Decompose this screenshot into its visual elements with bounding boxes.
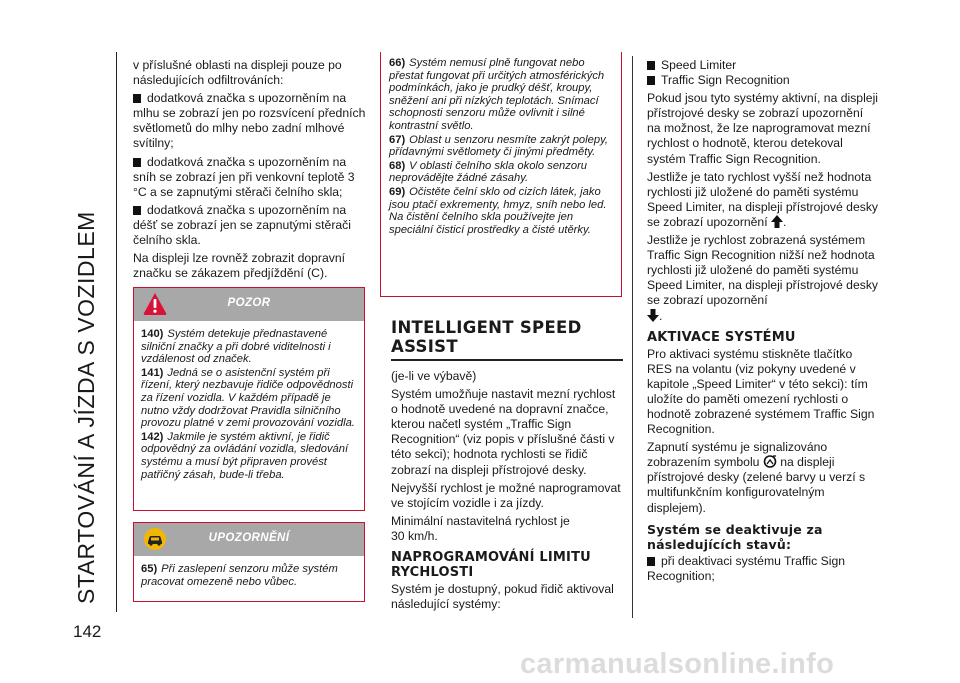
col3-p2: Jestliže je tato rychlost vyšší než hodnota rychlosti již uložené do paměti systému Speed Limiter, na displeji přístrojové desky se zobrazí upozornění . bbox=[647, 169, 879, 229]
list-item: dodatková značka s upozorněním na sníh se zobrazí jen při venkovní teplotě 3 °C a se zapnutými stěrači čelního skla; bbox=[133, 154, 355, 199]
arrow-down-icon bbox=[647, 309, 659, 322]
section-heading-isa: INTELLIGENT SPEED ASSIST bbox=[391, 318, 582, 356]
notes-continuation-box bbox=[380, 52, 622, 297]
bullet-square-icon bbox=[647, 61, 655, 70]
subheading-activation: AKTIVACE SYSTÉMU bbox=[647, 329, 796, 345]
column-divider bbox=[632, 56, 633, 618]
chapter-title-text: STARTOVÁNÍ A JÍZDA S VOZIDLEM bbox=[73, 211, 99, 604]
note-140: 140) Systém detekuje přednastavené silniční značky a při dobré viditelnosti i vzdálenost od značek. bbox=[141, 328, 331, 366]
bullet-square-icon bbox=[133, 206, 141, 215]
list-item: dodatková značka s upozorněním na mlhu se zobrazí jen po rozsvícení předních světlometů do mlhy nebo zadní mlhové svítilny; bbox=[133, 91, 366, 151]
col3-p4: Pro aktivaci systému stiskněte tlačítko RES na volantu (viz pokyny uvedené v kapitole „Speed Limiter“ v této sekci): tím uložíte do paměti omezení rychlosti o hodnotě zobrazené systémem Traffic Sign Recognition. bbox=[647, 346, 875, 437]
bullet-square-icon bbox=[647, 557, 655, 566]
upozorneni-header bbox=[134, 523, 364, 556]
col2-p1: (je-li ve výbavě) bbox=[391, 369, 477, 383]
col3-p5: Zapnutí systému je signalizováno zobrazením symbolu na displeji přístrojové desky (zelené barvy u verzí s multifunkčním konfigurovatelným displejem). bbox=[647, 440, 866, 515]
note-67: 67) Oblast u senzoru nesmíte zakrýt polepy, přídavnými světlomety či jinými předměty. bbox=[389, 133, 608, 159]
subheading-programming: NAPROGRAMOVÁNÍ LIMITU RYCHLOSTI bbox=[391, 550, 591, 581]
column-2 bbox=[391, 318, 623, 615]
note-141: 141) Jedná se o asistenční systém při řízení, který nezbavuje řidiče odpovědnosti za řízení vozidla. V každém případě je nutno vždy dodržovat Pravidla silničního provozu platné v zemi provozování vozidla. bbox=[141, 366, 355, 430]
column-1 bbox=[133, 58, 366, 284]
note-65: 65) Při zaslepení senzoru může systém pracovat omezeně nebo vůbec. bbox=[141, 563, 338, 588]
bullet-square-icon bbox=[133, 94, 141, 103]
speed-limit-symbol-icon bbox=[763, 455, 777, 468]
note-142: 142) Jakmile je systém aktivní, je řidič odpovědný za ovládání vozidla, sledování systému a musí být připraven provést patřičný zásah, bude-li třeba. bbox=[141, 430, 349, 481]
heading-rule bbox=[391, 359, 623, 361]
pozor-header bbox=[134, 288, 364, 321]
col2-p4: Minimální nastavitelná rychlost je 30 km/h. bbox=[391, 513, 570, 543]
col3-p3: Jestliže je rychlost zobrazená systémem Traffic Sign Recognition nižší než hodnota rychlosti již uložené do paměti systému Speed Limiter, na displeji přístrojové desky se zobrazí upozornění . bbox=[647, 233, 879, 323]
chapter-divider bbox=[116, 52, 117, 612]
col1-paragraph: Na displeji lze rovněž zobrazit dopravní značku se zákazem předjíždění (C). bbox=[133, 251, 346, 281]
page-number: 142 bbox=[73, 622, 102, 641]
col2-p5: Systém je dostupný, pokud řidič aktivoval následující systémy: bbox=[391, 582, 614, 612]
note-66: 66) Systém nemusí plně fungovat nebo přestat fungovat při určitých atmosférických podmínkách, jako je prudký déšť, kroupy, sněžení ani při nízkých teplotách. Snímací schopnosti senzoru může ovlivnit i silné kontrastní světlo. bbox=[389, 57, 605, 132]
col2-p3: Nejvyšší rychlost je možné naprogramovat ve stojícím vozidle i za jízdy. bbox=[391, 480, 621, 510]
pozor-warning-box bbox=[133, 287, 365, 511]
upozorneni-warning-box bbox=[133, 522, 365, 602]
bullet-square-icon bbox=[133, 158, 141, 167]
watermark: carmanualsonline.info bbox=[520, 648, 835, 680]
bullet-square-icon bbox=[647, 76, 655, 85]
col1-intro: v příslušné oblasti na displeji pouze po následujících odfiltrováních: bbox=[133, 58, 342, 88]
list-item: Speed Limiter bbox=[647, 58, 880, 73]
upozorneni-title: UPOZORNĚNÍ bbox=[208, 532, 290, 544]
col3-p1: Pokud jsou tyto systémy aktivní, na displeji přístrojové desky se zobrazí upozornění na možnost, že lze naprogramovat mezní rychlost o hodnotě, kterou detekoval systém Traffic Sign Recognition. bbox=[647, 91, 878, 166]
column-3 bbox=[647, 58, 880, 587]
list-item: při deaktivaci systému Traffic Sign Recognition; bbox=[647, 553, 846, 583]
subheading-deactivation: Systém se deaktivuje za následujících stavů: bbox=[647, 521, 823, 552]
list-item: dodatková značka s upozorněním na déšť se zobrazí jen se zapnutými stěrači čelního skla. bbox=[133, 202, 351, 248]
list-item: Traffic Sign Recognition bbox=[647, 73, 880, 88]
note-69: 69) Očistěte čelní sklo od cizích látek, jako jsou ptačí exkrementy, hmyz, sníh nebo led. Na čistění čelního skla používejte jen speciální čisticí prostředky a čisté utěrky. bbox=[389, 185, 607, 236]
col2-p2: Systém umožňuje nastavit mezní rychlost o hodnotě uvedené na dopravní značce, kterou načetl systém „Traffic Sign Recognition“ (viz popis v příslušné části v této sekci); hodnota rychlosti se řidič zobrazí na displeji přístrojové desky. bbox=[391, 387, 616, 477]
pozor-title: POZOR bbox=[227, 297, 271, 309]
chapter-title-vertical bbox=[64, 44, 104, 604]
arrow-up-icon bbox=[771, 215, 783, 228]
note-68: 68) V oblasti čelního skla okolo senzoru neprovádějte žádné zásahy. bbox=[389, 159, 588, 185]
